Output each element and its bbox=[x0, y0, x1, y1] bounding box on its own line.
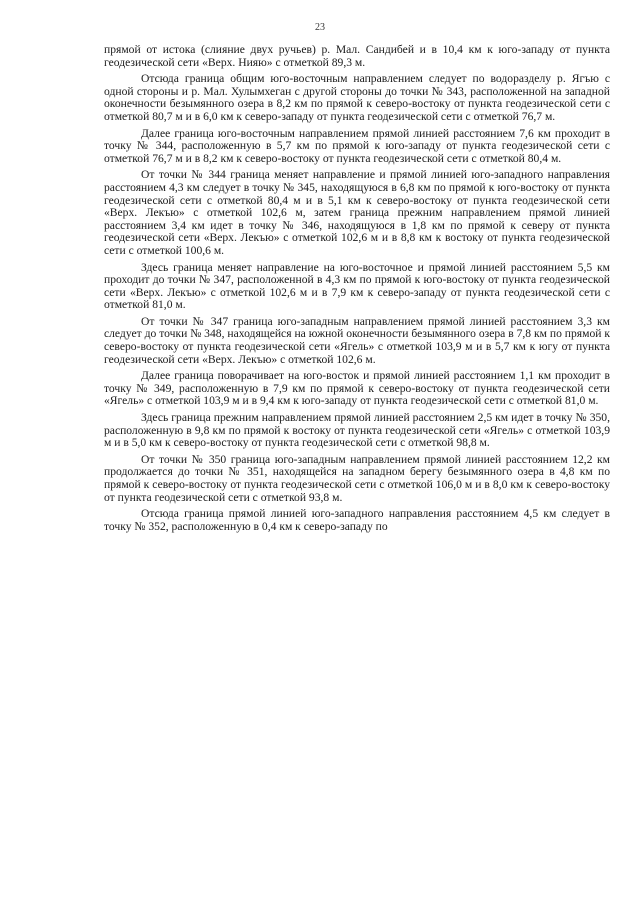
paragraph-8: Здесь граница прежним направлением прямой линией расстоянием 2,5 км идет в точку № 350, расположенную в 9,8 км по прямой к востоку от пункта геодезической сети «Ягель» с отметкой 103,9 м и в 5,0 км к северо-востоку от пункта геодезической сети с отметкой 98,8 м. bbox=[104, 411, 610, 450]
paragraph-9: От точки № 350 граница юго-западным направлением прямой линией расстоянием 12,2 км продолжается до точки № 351, находящейся на западном берегу безымянного озера в 4,8 км по прямой к северо-востоку от пункта геодезической сети с отметкой 106,0 м и в 8,0 км к северо-востоку от пункта геодезической сети с отметкой 93,8 м. bbox=[104, 452, 610, 504]
paragraph-3: Далее граница юго-восточным направлением прямой линией расстоянием 7,6 км проходит в точку № 344, расположенную в 5,7 км по прямой к юго-западу от пункта геодезической сети с отметкой 76,7 м и в 8,2 км к северо-востоку от пункта геодезической сети с отметкой 80,4 м. bbox=[104, 126, 610, 165]
paragraph-5: Здесь граница меняет направление на юго-восточное и прямой линией расстоянием 5,5 км проходит до точки № 347, расположенной в 4,3 км по прямой к юго-востоку от пункта геодезической сети «Верх. Лекъю» с отметкой 102,6 м и в 7,9 км к северо-западу от пункта геодезической сети с отметкой 81,0 м. bbox=[104, 260, 610, 312]
page-number: 23 bbox=[315, 22, 325, 33]
paragraph-10: Отсюда граница прямой линией юго-западного направления расстоянием 4,5 км следует в точку № 352, расположенную в 0,4 км к северо-западу по bbox=[104, 507, 610, 533]
paragraph-1: прямой от истока (слияние двух ручьев) р. Мал. Сандибей и в 10,4 км к юго-западу от пункта геодезической сети «Верх. Нияю» с отметкой 89,3 м. bbox=[104, 43, 610, 69]
document-body bbox=[104, 44, 610, 537]
paragraph-2: Отсюда граница общим юго-восточным направлением следует по водоразделу р. Ягъю с одной стороны и р. Мал. Хулымхеган с другой стороны до точки № 343, расположенной на западной оконечности безымянного озера в 8,2 км по прямой к северо-востоку от пункта геодезической сети с отметкой 80,7 м и в 6,0 км к северо-западу от пункта геодезической сети с отметкой 76,7 м. bbox=[104, 72, 610, 123]
paragraph-6: От точки № 347 граница юго-западным направлением прямой линией расстоянием 3,3 км следует до точки № 348, находящейся на южной оконечности безымянного озера в 7,8 км по прямой к северо-востоку от пункта геодезической сети «Ягель» с отметкой 103,9 м и в 5,7 км к югу от пункта геодезической сети «Верх. Лекъю» с отметкой 102,6 м. bbox=[104, 314, 610, 366]
paragraph-4: От точки № 344 граница меняет направление и прямой линией юго-западного направления расстоянием 4,3 км следует в точку № 345, находящуюся в 6,8 км по прямой к юго-востоку от пункта геодезической сети с отметкой 80,4 м и в 5,1 км к северо-востоку от пункта геодезической сети «Верх. Лекъю» с отметкой 102,6 м, затем граница прежним направлением прямой линией расстоянием 3,4 км идет в точку № 346, находящуюся в 1,8 км по прямой к северу от пункта геодезической сети «Верх. Лекъю» с отметкой 102,6 м и в 8,8 км к востоку от пункта геодезической сети с отметкой 100,6 м. bbox=[104, 168, 610, 257]
paragraph-7: Далее граница поворачивает на юго-восток и прямой линией расстоянием 1,1 км проходит в точку № 349, расположенную в 7,9 км по прямой к северо-востоку от пункта геодезической сети «Ягель» с отметкой 103,9 м и в 9,4 км к юго-западу от пункта геодезической сети с отметкой 81,0 м. bbox=[104, 369, 610, 408]
